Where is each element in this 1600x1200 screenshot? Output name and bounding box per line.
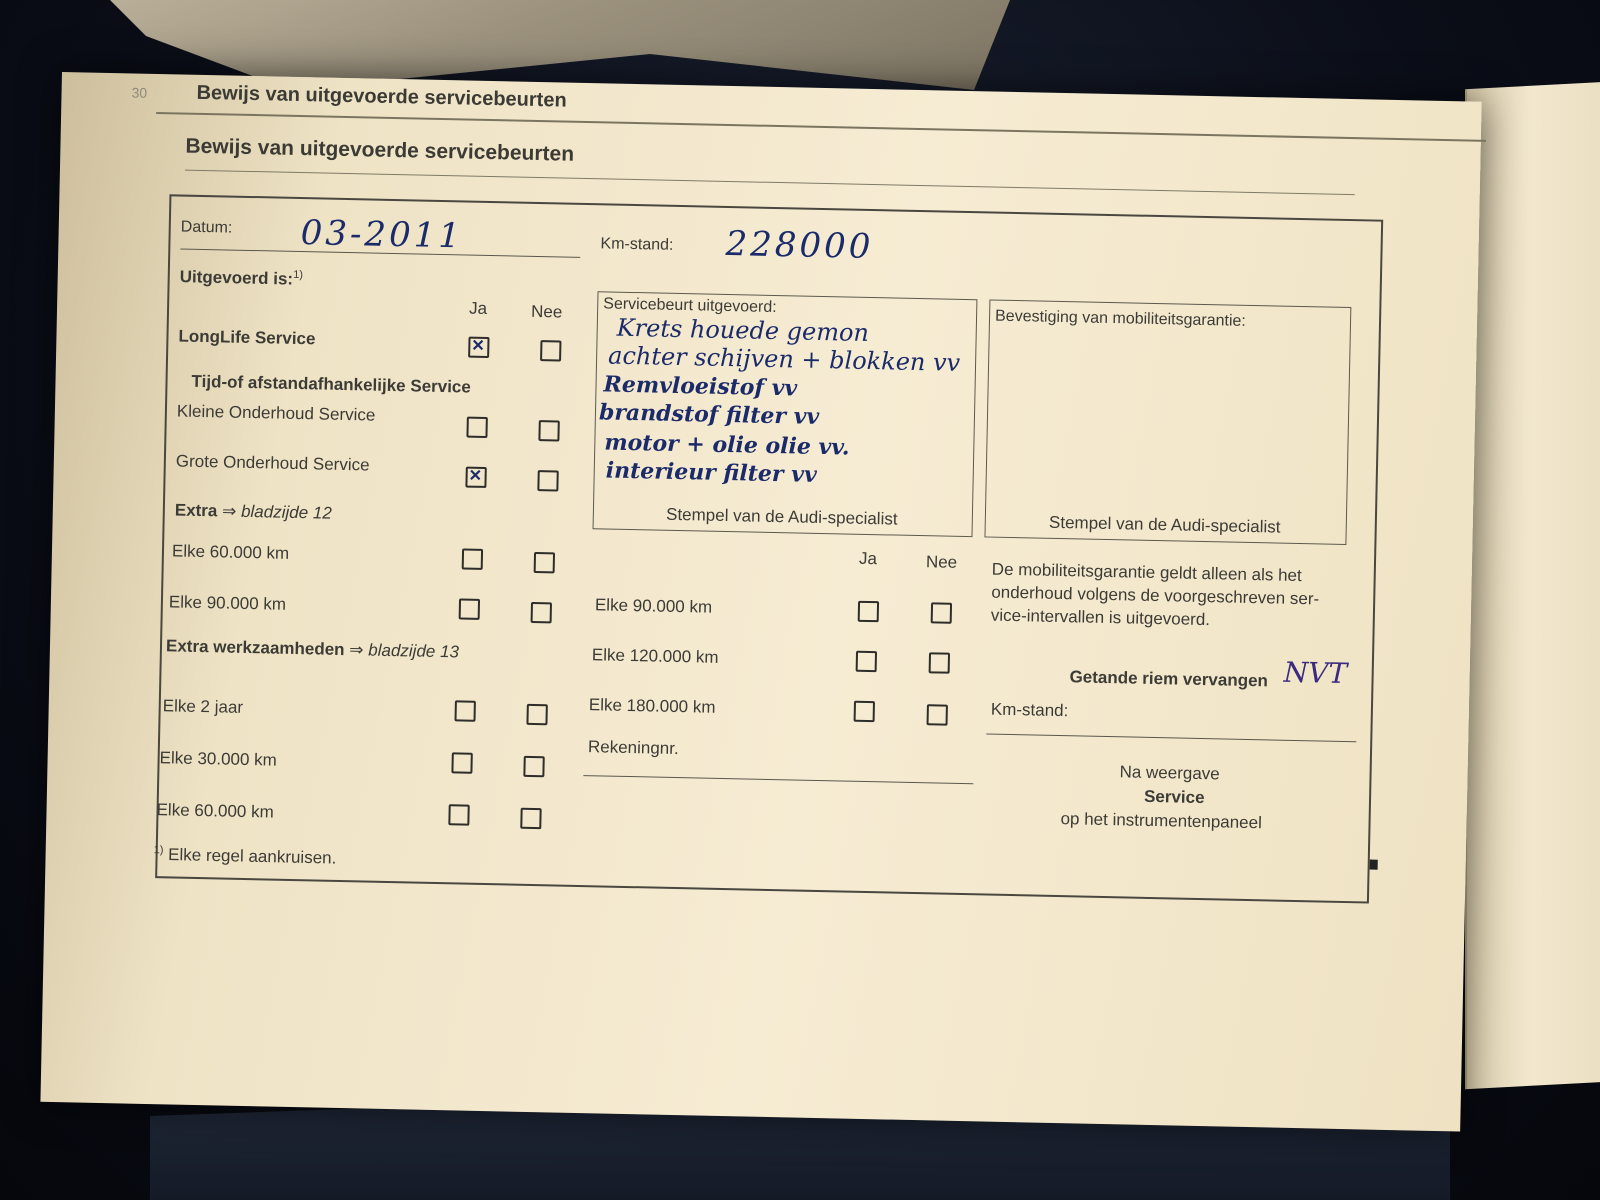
handwritten-line: motor + olie olie vv. <box>604 429 850 461</box>
datum-value[interactable]: 03-2011 <box>300 213 464 257</box>
belt-value[interactable]: NVT <box>1283 655 1348 691</box>
footnote <box>153 844 336 868</box>
middle-row-label: Elke 180.000 km <box>588 695 716 717</box>
extra-werk-row-label: Elke 2 jaar <box>162 696 244 717</box>
mobility-box <box>984 299 1351 545</box>
page-header-title: Bewijs van uitgevoerde servicebeurten <box>196 81 567 112</box>
longlife-nee-checkbox[interactable] <box>540 340 561 361</box>
col-nee: Nee <box>530 301 563 322</box>
service-stamp-label: Stempel van de Audi-specialist <box>665 504 898 529</box>
uitgevoerd-label <box>180 267 304 290</box>
display-line-3: op het instrumentenpaneel <box>1060 809 1263 833</box>
extra-werk-heading: Extra werkzaamheden ⇒ bladzijde 13 <box>165 636 460 662</box>
grote-label: Grote Onderhoud Service <box>175 451 370 475</box>
handwritten-line: interieur filter vv <box>605 457 818 488</box>
uitgevoerd-text: Uitgevoerd is: <box>179 267 294 289</box>
title-divider <box>185 170 1355 196</box>
extra-werk-row-ja-checkbox[interactable] <box>448 804 469 825</box>
middle-row-ja-checkbox[interactable] <box>854 701 875 722</box>
handwritten-line: brandstof filter vv <box>598 399 820 430</box>
extra-row-label: Elke 90.000 km <box>168 592 287 614</box>
mobility-stamp-label: Stempel van de Audi-specialist <box>1048 512 1281 537</box>
extra-row-label: Elke 60.000 km <box>171 541 290 563</box>
extra-ref: bladzijde 12 <box>240 501 333 523</box>
middle-row-nee-checkbox[interactable] <box>931 602 952 623</box>
extra-werk-ref: bladzijde 13 <box>368 640 460 662</box>
middle-col-nee: Nee <box>925 552 958 572</box>
extra-werk-row-label: Elke 30.000 km <box>159 748 278 770</box>
extra-row-nee-checkbox[interactable] <box>531 602 552 623</box>
service-performed-label: Servicebeurt uitgevoerd: <box>603 295 777 317</box>
extra-row-ja-checkbox[interactable] <box>462 548 483 569</box>
middle-row-label: Elke 120.000 km <box>591 645 719 667</box>
kleine-nee-checkbox[interactable] <box>538 420 559 441</box>
display-line-1: Na weergave <box>1119 762 1220 784</box>
datum-label: Datum: <box>180 218 233 237</box>
extra-werk-row-ja-checkbox[interactable] <box>451 752 472 773</box>
handwritten-line: achter schijven + blokken vv <box>607 341 961 377</box>
extra-werk-row-label: Elke 60.000 km <box>156 800 274 822</box>
service-form <box>155 194 1383 903</box>
end-marker <box>1370 860 1378 870</box>
tijd-heading: Tijd-of afstandafhankelijke Service <box>191 371 472 397</box>
handwritten-line: Remvloeistof vv <box>603 371 798 402</box>
middle-row-nee-checkbox[interactable] <box>929 652 950 673</box>
middle-row-ja-checkbox[interactable] <box>858 601 879 622</box>
extra-werk-row-nee-checkbox[interactable] <box>526 704 547 725</box>
kmstand-label: Km-stand: <box>600 235 674 254</box>
mobility-note: De mobiliteitsgarantie geldt alleen als het onderhoud volgens de voorgeschreven ser-vice-intervallen is uitgevoerd. <box>990 559 1320 630</box>
middle-row-label: Elke 90.000 km <box>594 595 713 617</box>
mobility-kmstand-line[interactable] <box>986 734 1356 743</box>
extra-row-ja-checkbox[interactable] <box>459 598 480 619</box>
page-number: 30 <box>131 84 148 101</box>
rekening-label: Rekeningnr. <box>587 737 679 759</box>
footnote-text: Elke regel aankruisen. <box>167 845 337 868</box>
grote-nee-checkbox[interactable] <box>537 470 558 491</box>
mobility-kmstand-label: Km-stand: <box>990 699 1069 721</box>
mobility-label: Bevestiging van mobiliteitsgarantie: <box>994 307 1247 330</box>
extra-werk-row-nee-checkbox[interactable] <box>520 808 541 829</box>
footnote-mark: 1) <box>153 844 164 857</box>
rekening-line[interactable] <box>583 775 973 784</box>
kleine-ja-checkbox[interactable] <box>466 417 487 438</box>
grote-ja-checkbox[interactable] <box>465 467 486 488</box>
next-page-edge <box>1465 81 1600 1089</box>
booklet-page <box>40 72 1481 1132</box>
middle-col-ja: Ja <box>858 548 878 569</box>
kleine-label: Kleine Onderhoud Service <box>176 401 376 425</box>
extra-werk-heading-text: Extra werkzaamheden <box>165 636 345 660</box>
col-ja: Ja <box>468 298 488 318</box>
middle-row-nee-checkbox[interactable] <box>927 704 948 725</box>
display-line-2: Service <box>1143 786 1205 808</box>
extra-werk-row-nee-checkbox[interactable] <box>523 756 544 777</box>
longlife-label: LongLife Service <box>178 326 316 349</box>
belt-label: Getande riem vervangen <box>1069 667 1269 691</box>
extra-heading-text: Extra <box>174 500 218 521</box>
middle-row-ja-checkbox[interactable] <box>856 651 877 672</box>
extra-werk-row-ja-checkbox[interactable] <box>454 700 475 721</box>
page-title: Bewijs van uitgevoerde servicebeurten <box>185 134 575 166</box>
kmstand-value[interactable]: 228000 <box>725 223 874 268</box>
extra-row-nee-checkbox[interactable] <box>534 552 555 573</box>
extra-heading: Extra ⇒ bladzijde 12 <box>174 500 333 523</box>
handwritten-line: Krets houede gemon <box>616 313 870 347</box>
footnote-mark: 1) <box>293 268 304 282</box>
longlife-ja-checkbox[interactable] <box>468 337 489 358</box>
